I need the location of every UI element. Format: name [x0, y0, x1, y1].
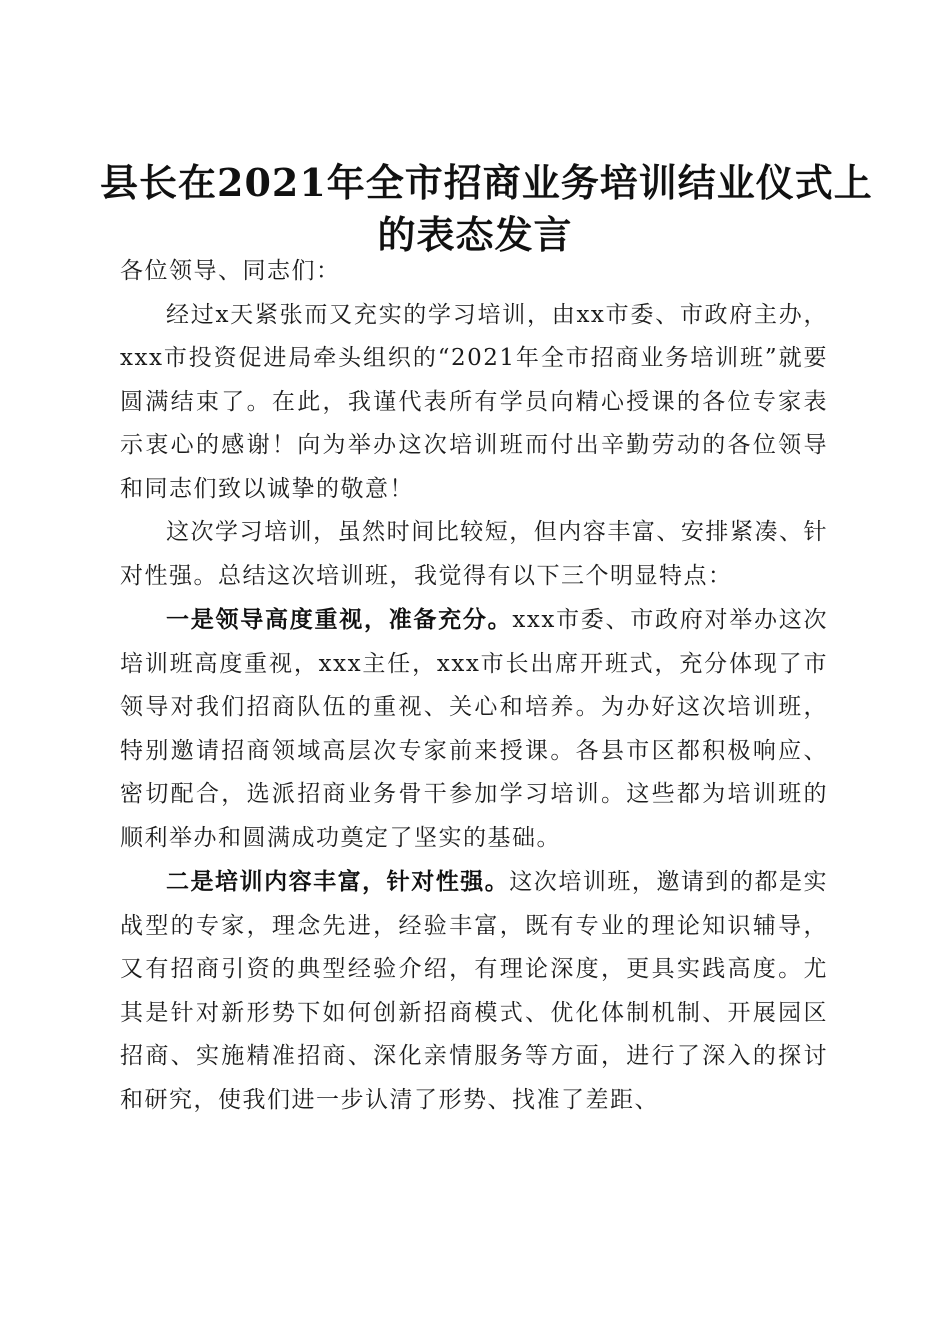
paragraph-text: xxx市委、市政府对举办这次培训班高度重视，xxx主任，xxx市长出席开班式，充分体现了市领导对我们招商队伍的重视、关心和培养。为办好这次培训班，特别邀请招商领域高层次专家前来授课。各县市区都积极响应、密切配合，选派招商业务骨干参加学习培训。这些都为培训班的顺利举办和圆满成功奠定了坚实的基础。 [120, 607, 828, 851]
title-line-1: 县长在2021年全市招商业务培训结业仪式上 [100, 160, 873, 206]
paragraph-text: 这次培训班，邀请到的都是实战型的专家，理念先进，经验丰富，既有专业的理论知识辅导，又有招商引资的典型经验介绍，有理论深度，更具实践高度。尤其是针对新形势下如何创新招商模式、优化体制机制、开展园区招商、实施精准招商、深化亲情服务等方面，进行了深入的探讨和研究，使我们进一步认清了形势、找准了差距、 [120, 869, 829, 1113]
paragraph-point-2 [120, 860, 828, 1122]
paragraph-lead: 二是培训内容丰富，针对性强。 [166, 868, 510, 895]
paragraph-text: 经过x天紧张而又充实的学习培训，由xx市委、市政府主办，xxx市投资促进局牵头组织的“2021年全市招商业务培训班”就要圆满结束了。在此，我谨代表所有学员向精心授课的各位专家表示衷心的感谢！向为举办这次培训班而付出辛勤劳动的各位领导和同志们致以诚挚的敬意！ [120, 301, 828, 502]
paragraph-lead: 一是领导高度重视，准备充分。 [166, 606, 513, 633]
paragraph-text: 这次学习培训，虽然时间比较短，但内容丰富、安排紧凑、针对性强。总结这次培训班，我觉得有以下三个明显特点： [120, 519, 828, 589]
paragraph-point-1 [120, 598, 828, 860]
title-line-2: 的表态发言 [377, 212, 573, 258]
salutation: 各位领导、同志们： [120, 258, 341, 284]
paragraph-summary [120, 511, 828, 598]
document-title [100, 157, 873, 261]
document-body [120, 250, 828, 1122]
paragraph-intro [120, 294, 828, 512]
